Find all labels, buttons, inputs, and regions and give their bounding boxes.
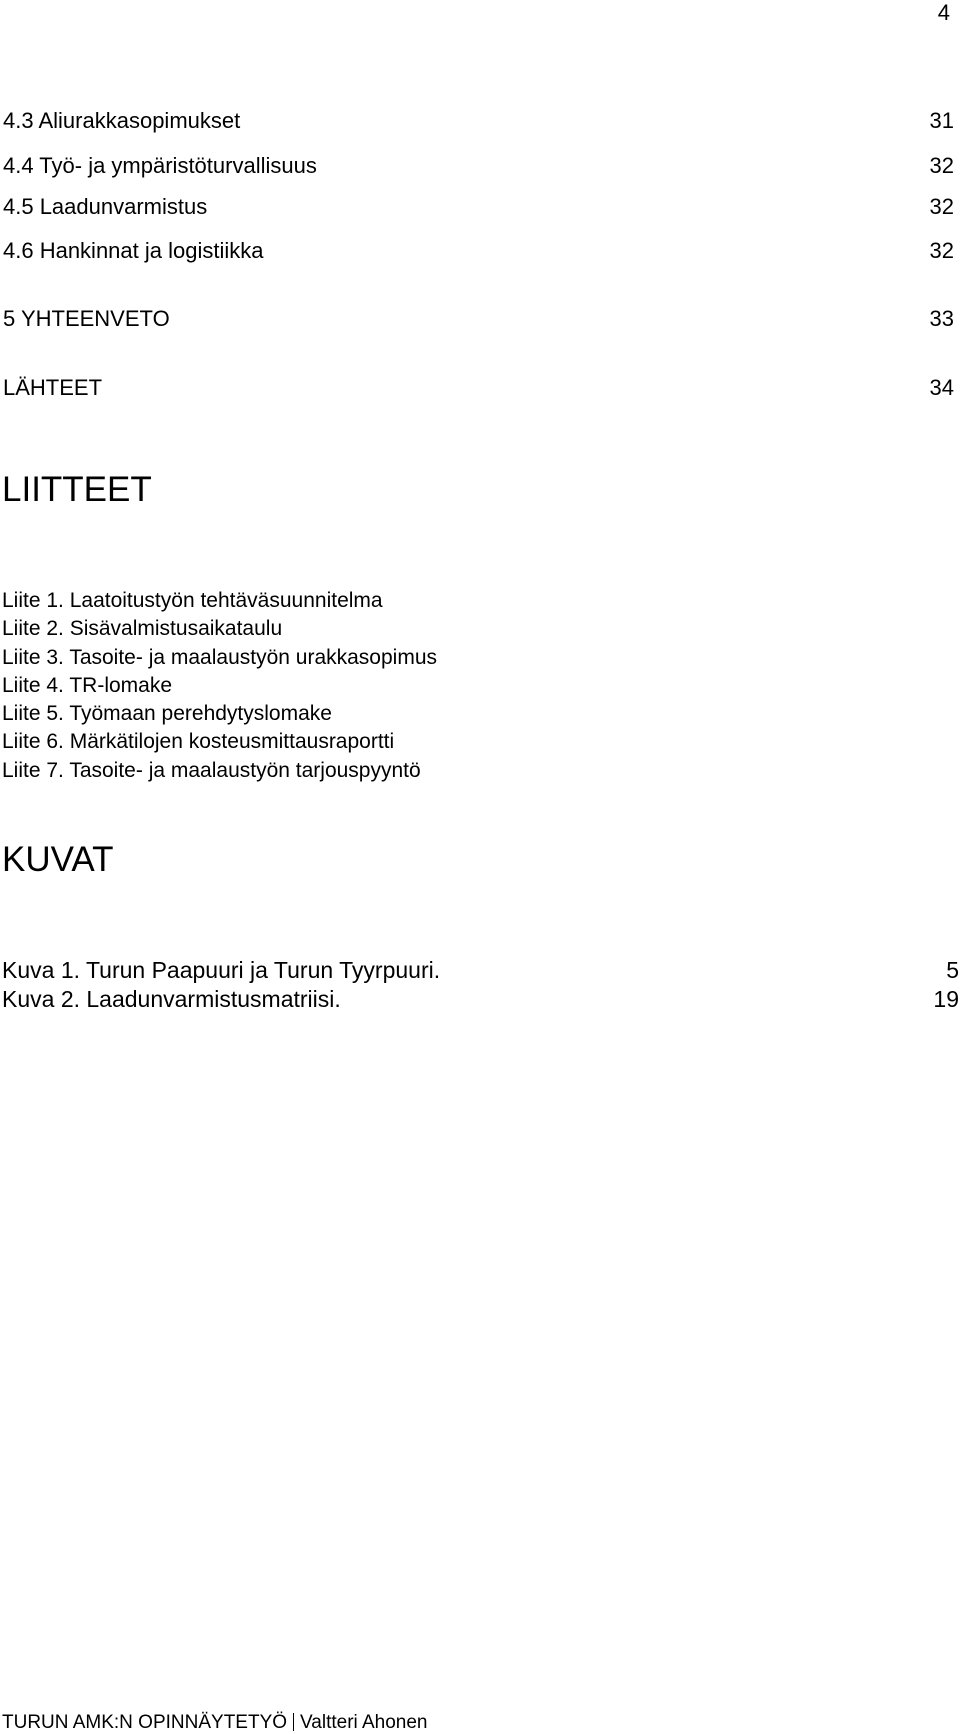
toc-page: 31: [929, 108, 954, 133]
footer: [2, 1712, 428, 1734]
figure-title: Kuva 1. Turun Paapuuri ja Turun Tyyrpuuri.: [2, 957, 441, 983]
figure-page: 19: [933, 986, 959, 1012]
page-number: 4: [937, 0, 950, 25]
toc-title: 4.3 Aliurakkasopimukset: [3, 108, 241, 133]
appendix-item: Liite 7. Tasoite- ja maalaustyön tarjouspyyntö: [2, 758, 421, 782]
appendix-item: Liite 2. Sisävalmistusaikataulu: [2, 617, 283, 641]
appendix-item: Liite 6. Märkätilojen kosteusmittausraportti: [2, 730, 395, 754]
figure-row: [2, 985, 959, 1013]
appendix-item: Liite 3. Tasoite- ja maalaustyön urakkasopimus: [2, 645, 438, 669]
toc-page: 32: [929, 153, 954, 178]
appendix-item: Liite 4. TR-lomake: [2, 673, 173, 697]
toc-row: [3, 153, 954, 179]
toc-page: 33: [929, 306, 954, 331]
toc-page: 32: [929, 238, 954, 263]
toc-row: [3, 238, 954, 264]
toc-page: 32: [929, 194, 954, 219]
toc-title: 4.5 Laadunvarmistus: [3, 194, 208, 219]
appendix-item: Liite 1. Laatoitustyön tehtäväsuunnitelma: [2, 589, 383, 612]
footer-separator: [293, 1713, 294, 1731]
figure-title: Kuva 2. Laadunvarmistusmatriisi.: [2, 986, 341, 1012]
toc-row: [3, 194, 954, 220]
footer-author: Valtteri Ahonen: [300, 1712, 428, 1733]
toc-row: [3, 306, 954, 332]
appendix-item: Liite 5. Työmaan perehdytyslomake: [2, 702, 332, 726]
figures-heading: KUVAT: [2, 840, 114, 879]
appendices-heading: LIITTEET: [2, 470, 152, 509]
toc-title: 4.6 Hankinnat ja logistiikka: [3, 238, 264, 263]
toc-row: [3, 375, 954, 401]
toc-title: 5 YHTEENVETO: [3, 306, 170, 331]
toc-page: 34: [929, 375, 954, 400]
toc-title: LÄHTEET: [3, 375, 103, 400]
toc-title: 4.4 Työ- ja ympäristöturvallisuus: [3, 153, 317, 178]
figure-page: 5: [946, 957, 959, 983]
figure-row: [2, 956, 959, 984]
footer-thesis-label: TURUN AMK:N OPINNÄYTETYÖ: [2, 1712, 288, 1733]
appendix-list: [2, 587, 437, 785]
toc-row: [3, 108, 954, 134]
